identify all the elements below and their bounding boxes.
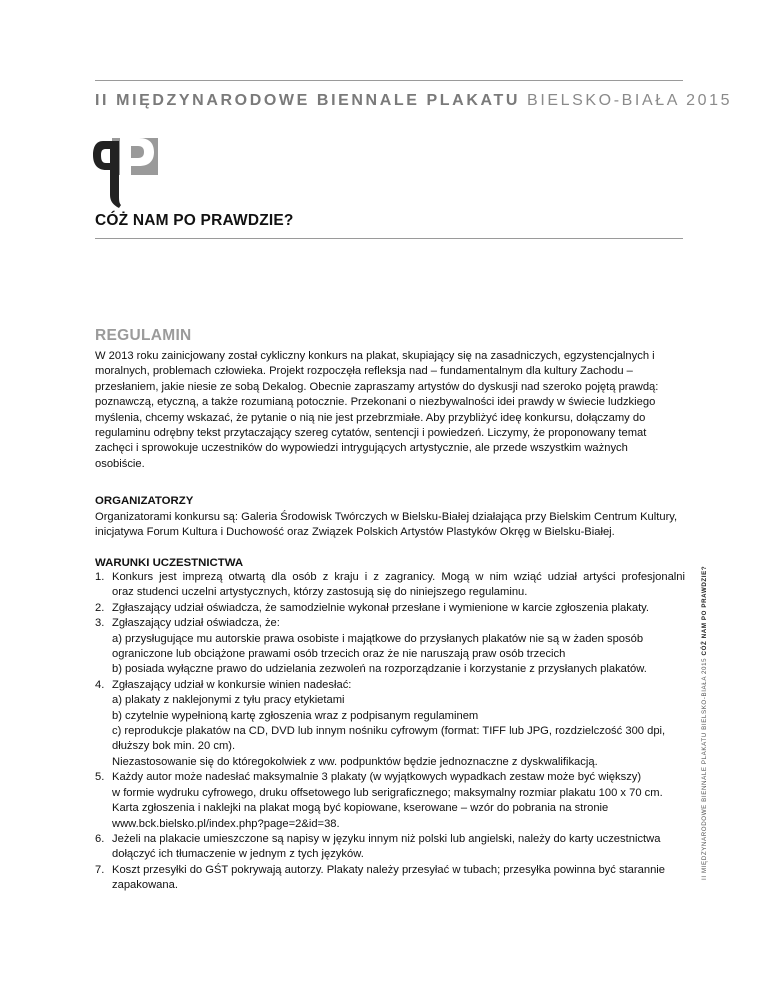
- condition-line: ograniczone lub obciążone prawami osób trzecich oraz że nie naruszają praw osób trzecich: [112, 648, 566, 661]
- header-title-bold: II MIĘDZYNARODOWE BIENNALE PLAKATU: [95, 92, 520, 109]
- condition-line: Zgłaszający udział oświadcza, że:: [112, 617, 280, 630]
- condition-number: 5.: [95, 771, 105, 784]
- header-title: [95, 92, 733, 110]
- condition-line: Każdy autor może nadesłać maksymalnie 3 plakaty (w wyjątkowych wypadkach zestaw może być większy): [112, 771, 642, 784]
- condition-item: [95, 863, 685, 894]
- section-title: REGULAMIN: [95, 327, 192, 344]
- condition-line: b) posiada wyłączne prawo do udzielania zezwoleń na rozporządzanie i korzystanie z przysłanych plakatów.: [112, 663, 647, 676]
- top-divider: [95, 80, 683, 81]
- condition-line: Karta zgłoszenia i naklejki na plakat mogą być kopiowane, kserowane – wzór do pobrania na stronie: [112, 802, 609, 815]
- header-title-light: BIELSKO-BIAŁA 2015: [527, 92, 733, 109]
- organizers-paragraph: Organizatorami konkursu są: Galeria Środowisk Twórczych w Bielsku-Białej działająca przy Bielskim Centrum Kultury, inicjatywa Forum Kultura i Duchowość oraz Związek Polskich Artystów Plastyków Okręg w Bielsku-Białej.: [95, 511, 678, 539]
- condition-line: Jeżeli na plakacie umieszczone są napisy w języku innym niż polski lub angielski, należy do karty uczestnictwa: [112, 832, 661, 845]
- condition-item: [95, 832, 685, 863]
- organizers-heading: ORGANIZATORZY: [95, 495, 194, 507]
- condition-line: w formie wydruku cyfrowego, druku offsetowego lub serigraficznego; maksymalny rozmiar plakatu 100 x 70 cm.: [112, 786, 663, 799]
- vertical-side-caption: [701, 566, 708, 880]
- conditions-list: [95, 570, 685, 894]
- side-caption-bold: CÓŻ NAM PO PRAWDZIE?: [701, 565, 708, 656]
- condition-item: [95, 770, 685, 832]
- condition-line: Niezastosowanie się do któregokolwiek z ww. podpunktów będzie jednoznaczne z dyskwalifikacją.: [112, 755, 598, 768]
- condition-line: Koszt przesyłki do GŚT pokrywają autorzy. Plakaty należy przesyłać w tubach; przesyłka powinna być starannie: [112, 863, 665, 876]
- title-divider: [95, 238, 683, 239]
- condition-number: 3.: [95, 617, 105, 630]
- conditions-heading: WARUNKI UCZESTNICTWA: [95, 557, 244, 569]
- condition-line: Zgłaszający udział w konkursie winien nadesłać:: [112, 678, 352, 691]
- condition-item: [95, 678, 685, 770]
- side-caption-light: II MIĘDZYNARODOWE BIENNALE PLAKATU BIELSKO-BIAŁA 2015: [701, 657, 708, 880]
- condition-line: Konkurs jest imprezą otwartą dla osób z kraju i z zagranicy. Mogą w nim wziąć udział artyści profesjonalni: [112, 571, 685, 583]
- intro-paragraph: W 2013 roku zainicjowany został cykliczny konkurs na plakat, skupiający się na zasadniczych, egzystencjalnych i moralnych, problemach człowieka. Projekt rozpoczęła refleksja nad – fundamentalnym dla kultury Zachodu – przesłaniem, jakie niesie ze sobą Dekalog. Obecnie zapraszamy artystów do dyskusji nad szeroko pojętą prawdą: poznawczą, etyczną, a także rozumianą potocznie. Przekonani o niezbywalności idei prawdy w świecie ludzkiego myślenia, chcemy wskazać, że pytanie o nią nie jest przebrzmiałe. Aby przybliżyć ideę konkursu, dołączamy do regulaminu odrębny tekst przytaczający szereg cytatów, sentencji i powiedzeń. Liczymy, że proponowany temat zachęci i sprowokuje uczestników do wypowiedzi intrygujących artystycznie, ale przede wszystkim ważnych osobiście.: [95, 350, 659, 470]
- condition-item: [95, 616, 685, 678]
- condition-number: 7.: [95, 863, 105, 876]
- condition-line: dołączyć ich tłumaczenie w jednym z tych języków.: [112, 848, 364, 861]
- condition-line: a) plakaty z naklejonymi z tyłu pracy etykietami: [112, 694, 345, 707]
- condition-number: 6.: [95, 832, 105, 845]
- condition-line: dłuższy bok min. 20 cm).: [112, 740, 236, 753]
- condition-line: Zgłaszający udział oświadcza, że samodzielnie wykonał przesłane i wymienione w karcie zgłoszenia plakaty.: [112, 601, 650, 614]
- condition-line: c) reprodukcje plakatów na CD, DVD lub innym nośniku cyfrowym (format: TIFF lub JPG, rozdzielczość 300 dpi,: [112, 725, 666, 738]
- condition-number: 1.: [95, 571, 105, 583]
- page-title: CÓŻ NAM PO PRAWDZIE?: [95, 212, 294, 229]
- condition-line: www.bck.bielsko.pl/index.php?page=2&id=38.: [112, 817, 340, 830]
- condition-line: b) czytelnie wypełnioną kartę zgłoszenia wraz z podpisanym regulaminem: [112, 709, 479, 722]
- condition-item: [95, 570, 685, 601]
- condition-number: 4.: [95, 678, 105, 691]
- qp-logo-icon: [93, 137, 159, 214]
- condition-item: [95, 601, 685, 616]
- condition-line: a) przysługujące mu autorskie prawa osobiste i majątkowe do przysłanych plakatów nie są w żaden sposób: [112, 632, 644, 645]
- condition-number: 2.: [95, 601, 105, 614]
- condition-line: oraz studenci uczelni artystycznych, którzy zastosują się do niniejszego regulaminu.: [112, 586, 528, 599]
- condition-line: zapakowana.: [112, 879, 178, 892]
